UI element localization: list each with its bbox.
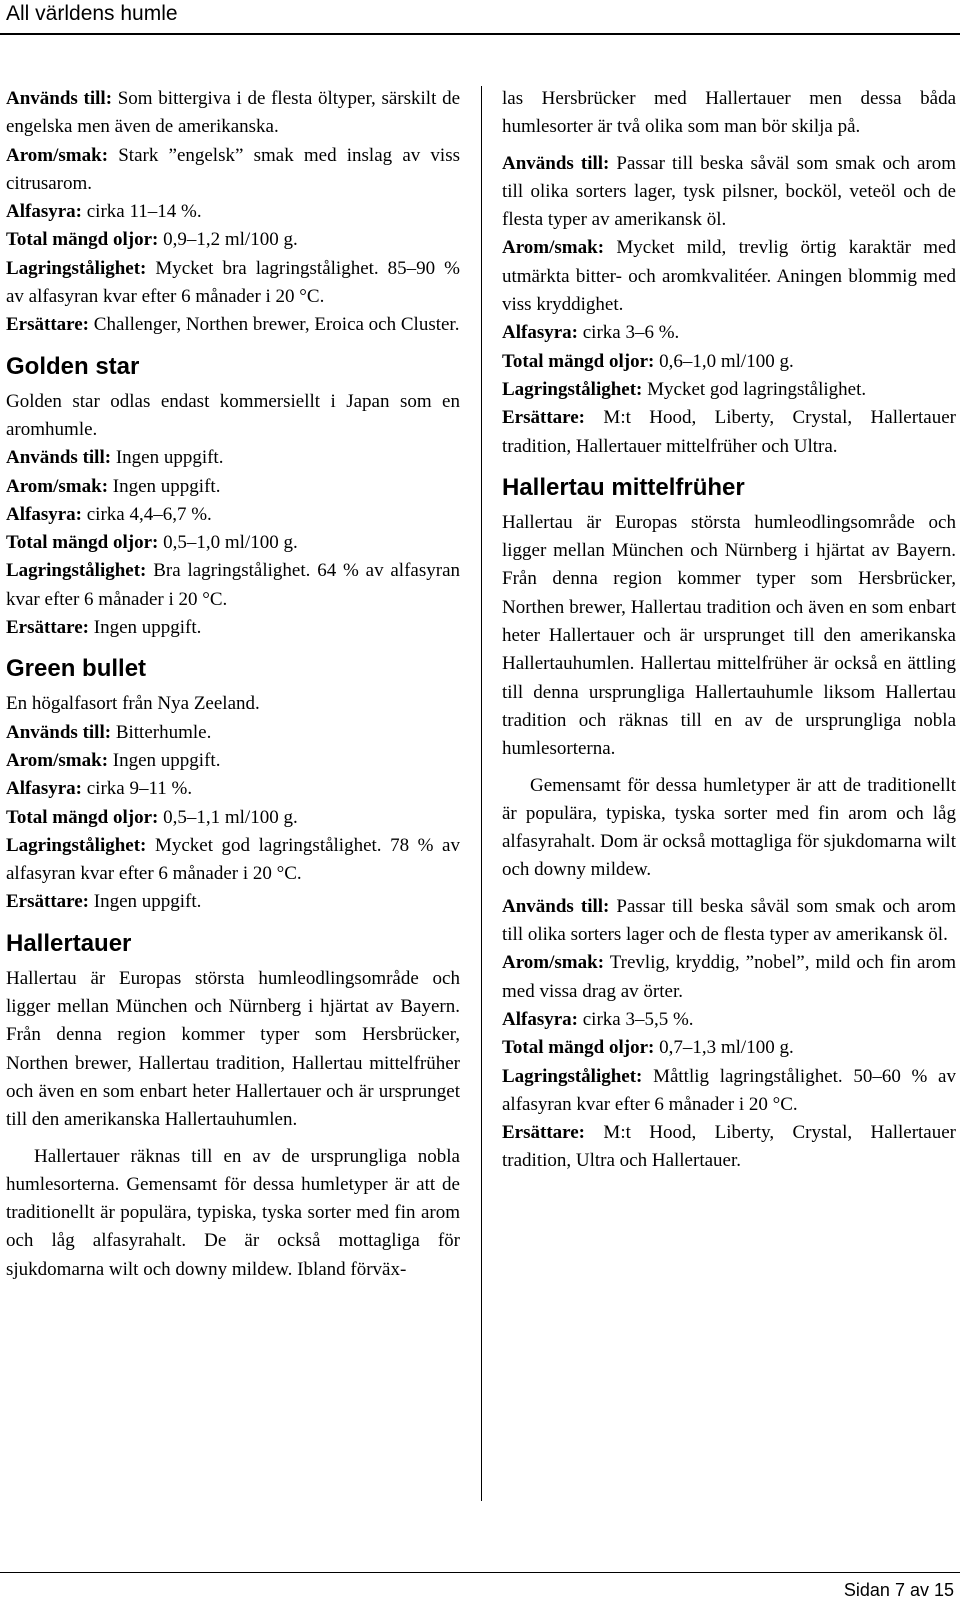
prop-label: Arom/smak:	[502, 237, 605, 259]
prop-olja	[6, 529, 460, 557]
page-number: Sidan 7 av 15	[843, 1580, 954, 1600]
prop-label: Total mängd oljor:	[502, 350, 655, 372]
prop-label: Ersättare:	[502, 1122, 586, 1144]
prop-label: Ersättare:	[6, 617, 90, 639]
prop-value: M:t Hood, Liberty, Crystal, Hallertauer tradition, Ultra och Hallertauer.	[502, 1122, 956, 1172]
prop-value: 0,7–1,3 ml/100 g.	[654, 1037, 794, 1059]
prop-label: Används till:	[6, 88, 113, 109]
prop-value: Passar till beska såväl som smak och arom till olika sorters lager, tysk pilsner, bocköl, veteöl och de flesta typer av amerikansk öl.	[502, 152, 956, 231]
prop-lagring	[502, 1063, 956, 1120]
footer-divider	[0, 1572, 960, 1573]
prop-label: Används till:	[502, 895, 610, 917]
prop-olja	[6, 226, 460, 254]
prop-value: 0,5–1,0 ml/100 g.	[158, 532, 298, 554]
section-green-bullet	[6, 654, 460, 916]
prop-value: Mycket god lagringstålighet. 78 % av alfasyran kvar efter 6 månader i 20 °C.	[6, 834, 460, 885]
section-paragraph: Hallertau är Europas största humleodlingsområde och ligger mellan München och Nürnberg i hjärtat av Bayern. Från denna region kommer typer som Hersbrücker, Northen brewer, Hallertau tradition och även en som enbart heter Hallertauer och är ursprunget till den amerikanska Hallertauhumlen. Hallertau mittelfrüher är också en ättling till denna ursprungliga Hallertauhumle liksom Hallertau tradition och räknas till en av de ursprungliga nobla humlesorterna.	[502, 511, 956, 760]
prop-lagring	[502, 376, 956, 404]
prop-label: Arom/smak:	[6, 475, 109, 497]
prop-value: Ingen uppgift.	[108, 749, 221, 771]
prop-value: Måttlig lagringstålighet. 50–60 % av alfasyran kvar efter 6 månader i 20 °C.	[502, 1065, 956, 1115]
prop-anvands	[502, 893, 956, 950]
prop-label: Lagringstålighet:	[6, 834, 147, 856]
prop-value: cirka 9–11 %.	[81, 778, 193, 800]
prop-value: Stark ”engelsk” smak med inslag av viss citrusarom.	[6, 144, 460, 194]
prop-ersattare	[6, 888, 460, 916]
prop-arom	[6, 473, 460, 501]
prop-olja	[502, 348, 956, 376]
prop-label: Används till:	[6, 447, 112, 469]
prop-arom	[6, 142, 460, 199]
prop-olja	[502, 1034, 956, 1062]
prop-alfa	[502, 319, 956, 347]
prop-label: Ersättare:	[6, 891, 90, 913]
prop-value: cirka 4,4–6,7 %.	[81, 503, 212, 525]
prop-arom	[502, 949, 956, 1006]
prop-value: cirka 11–14 %.	[81, 201, 202, 223]
prop-arom	[6, 747, 460, 775]
prop-label: Lagringstålighet:	[502, 378, 643, 400]
prop-value: Passar till beska såväl som smak och arom till olika sorters lager och de flesta typer av amerikansk öl.	[502, 895, 956, 946]
prop-alfa	[502, 1006, 956, 1034]
prop-label: Ersättare:	[502, 407, 586, 429]
prop-value: Ingen uppgift.	[108, 475, 221, 497]
prop-lagring	[6, 557, 460, 614]
prop-label: Lagringstålighet:	[6, 257, 147, 279]
prop-value: Challenger, Northen brewer, Eroica och Cluster.	[89, 314, 460, 336]
prop-value: cirka 3–5,5 %.	[577, 1008, 694, 1030]
prop-label: Lagringstålighet:	[502, 1065, 643, 1087]
prop-value: Ingen uppgift.	[89, 617, 202, 639]
section-top-props	[6, 85, 460, 340]
prop-label: Arom/smak:	[6, 749, 109, 771]
prop-anvands	[502, 150, 956, 235]
prop-value: Bra lagringstålighet. 64 % av alfasyran kvar efter 6 månader i 20 °C.	[6, 560, 460, 610]
prop-label: Ersättare:	[6, 314, 90, 336]
prop-alfa	[6, 501, 460, 529]
prop-label: Total mängd oljor:	[6, 229, 159, 251]
prop-value: Mycket bra lagringstålighet. 85–90 % av alfasyran kvar efter 6 månader i 20 °C.	[6, 257, 460, 308]
document-title: All världens humle	[6, 2, 178, 25]
section-hallertauer-continued	[502, 85, 956, 461]
prop-ersattare	[6, 614, 460, 642]
prop-value: Trevlig, kryddig, ”nobel”, mild och fin arom med vissa drag av örter.	[502, 952, 956, 1002]
section-paragraph: las Hersbrücker med Hallertauer men dessa båda humlesorter är två olika som man bör skilja på.	[502, 88, 956, 138]
prop-label: Alfasyra:	[502, 322, 578, 344]
prop-arom	[502, 234, 956, 319]
prop-ersattare	[6, 311, 460, 339]
prop-value: cirka 3–6 %.	[577, 322, 680, 344]
prop-value: Som bittergiva i de flesta öltyper, särskilt de engelska men även de amerikanska.	[6, 88, 461, 138]
prop-label: Total mängd oljor:	[6, 806, 159, 828]
section-heading: Hallertau mittelfrüher	[502, 473, 745, 501]
prop-olja	[6, 804, 460, 832]
prop-anvands	[6, 719, 460, 747]
section-golden-star	[6, 352, 460, 643]
prop-value: 0,6–1,0 ml/100 g.	[654, 350, 794, 372]
prop-ersattare	[502, 404, 956, 461]
prop-value: 0,9–1,2 ml/100 g.	[158, 229, 298, 251]
section-hallertauer	[6, 929, 460, 1284]
section-heading: Golden star	[6, 352, 140, 380]
section-intro: En högalfasort från Nya Zeeland.	[6, 693, 260, 715]
prop-ersattare	[502, 1119, 956, 1176]
prop-value: Bitterhumle.	[111, 721, 212, 743]
left-column	[6, 85, 460, 1284]
prop-alfa	[6, 198, 460, 226]
prop-label: Total mängd oljor:	[6, 532, 159, 554]
prop-value: Mycket god lagringstålighet.	[642, 378, 867, 400]
right-column	[502, 85, 956, 1176]
prop-label: Total mängd oljor:	[502, 1037, 655, 1059]
section-paragraph: Hallertau är Europas största humleodlingsområde och ligger mellan München och Nürnberg i hjärtat av Bayern. Från denna region kommer typer som Hersbrücker, Northen brewer, Hallertau tradition, Hallertau mittelfrüher och även en som enbart heter Hallertauer och är ursprunget till den amerikanska Hallertauhumlen.	[6, 967, 460, 1131]
header-divider	[0, 33, 960, 35]
column-divider	[481, 86, 482, 1501]
section-heading: Hallertauer	[6, 929, 132, 957]
section-hallertau-mittelfruher	[502, 473, 956, 1176]
prop-value: Ingen uppgift.	[89, 891, 202, 913]
section-heading: Green bullet	[6, 655, 147, 683]
section-paragraph: Hallertauer räknas till en av de ursprungliga nobla humlesorterna. Gemensamt för dessa humletyper är att de traditionellt är populära, typiska, tyska sorter med fin arom och låg alfasyrahalt. De är också mottagliga för sjukdomarna wilt och downy mildew. Ibland förväx-	[6, 1145, 460, 1280]
prop-label: Alfasyra:	[6, 201, 82, 223]
prop-anvands	[6, 444, 460, 472]
prop-value: Mycket mild, trevlig örtig karaktär med utmärkta bitter- och aromkvalitéer. Aningen blommig med viss kryddighet.	[502, 237, 956, 316]
prop-label: Alfasyra:	[502, 1008, 578, 1030]
prop-anvands	[6, 85, 460, 142]
prop-value: 0,5–1,1 ml/100 g.	[158, 806, 298, 828]
prop-value: M:t Hood, Liberty, Crystal, Hallertauer tradition, Hallertauer mittelfrüher och Ultra.	[502, 407, 956, 457]
page-footer	[844, 1579, 954, 1601]
prop-label: Alfasyra:	[6, 503, 82, 525]
section-paragraph: Gemensamt för dessa humletyper är att de traditionellt är populära, typiska, tyska sorter med fin arom och låg alfasyrahalt. Dom är också mottagliga för sjukdomarna wilt och downy mildew.	[502, 774, 956, 881]
prop-label: Arom/smak:	[502, 952, 605, 974]
section-intro: Golden star odlas endast kommersiellt i Japan som en aromhumle.	[6, 390, 460, 440]
prop-alfa	[6, 775, 460, 803]
prop-label: Lagringstålighet:	[6, 560, 147, 582]
prop-label: Alfasyra:	[6, 778, 82, 800]
prop-lagring	[6, 832, 460, 889]
prop-label: Arom/smak:	[6, 144, 109, 166]
prop-lagring	[6, 255, 460, 312]
prop-label: Används till:	[502, 152, 610, 174]
document-header	[0, 0, 960, 34]
prop-label: Används till:	[6, 721, 112, 743]
prop-value: Ingen uppgift.	[111, 447, 224, 469]
